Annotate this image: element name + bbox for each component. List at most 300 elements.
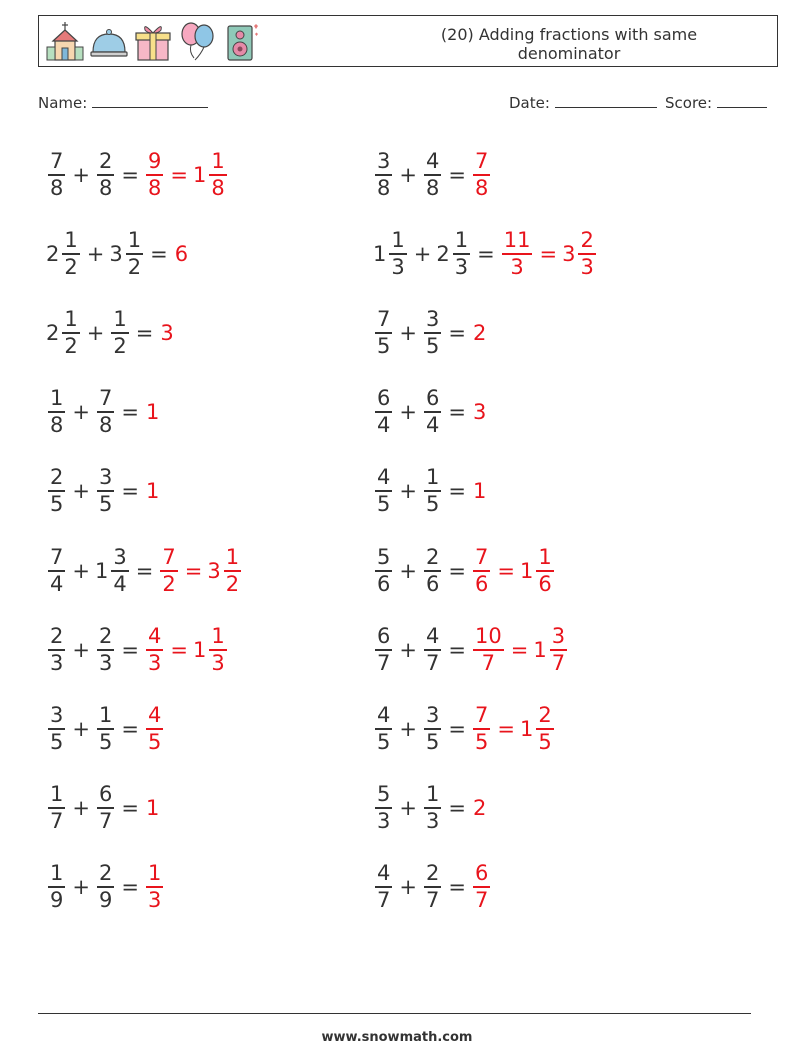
operand: [95, 467, 116, 515]
operand: [46, 309, 82, 357]
fraction: [473, 547, 490, 595]
plus-sign: +: [72, 399, 90, 424]
plus-sign: +: [399, 795, 417, 820]
operand: [422, 547, 443, 595]
plus-sign: +: [399, 478, 417, 503]
denominator: 3: [50, 650, 64, 675]
whole-number: 2: [472, 320, 487, 345]
denominator: 9: [50, 887, 64, 912]
denominator: 5: [377, 491, 391, 516]
fraction: [97, 863, 114, 911]
footer-url: www.snowmath.com: [321, 1030, 473, 1045]
operand: [46, 626, 67, 674]
denominator: 8: [98, 175, 113, 200]
problem-17: [46, 778, 161, 838]
operand: [422, 151, 443, 199]
denominator: 2: [127, 254, 142, 279]
answer-value: [158, 320, 175, 345]
answer-value: [193, 151, 229, 199]
denominator: 6: [474, 571, 489, 596]
answer-value: [471, 705, 492, 753]
score-label: Score:: [665, 94, 713, 112]
equals-sign: =: [135, 558, 154, 583]
denominator: 3: [391, 254, 405, 279]
numerator: 2: [425, 861, 440, 886]
fraction: [550, 626, 567, 674]
name-field[interactable]: [38, 93, 208, 112]
problem-15: [46, 699, 165, 759]
denominator: 7: [98, 808, 113, 833]
problem-9: [46, 461, 161, 521]
fraction: [473, 626, 504, 674]
whole-number: 1: [519, 558, 534, 583]
fraction: [146, 705, 163, 753]
denominator: 7: [551, 650, 566, 675]
whole-number: 1: [145, 795, 160, 820]
problem-8: [373, 382, 488, 442]
denominator: 7: [377, 650, 391, 675]
numerator: 3: [425, 307, 440, 332]
denominator: 4: [113, 571, 127, 596]
whole-number: 1: [519, 716, 534, 741]
answer-value: [144, 863, 165, 911]
numerator: 1: [113, 307, 127, 332]
denominator: 2: [64, 333, 78, 358]
equals-sign: =: [121, 795, 139, 820]
problem-6: [373, 303, 488, 363]
fraction: [473, 705, 490, 753]
operand: [422, 626, 443, 674]
numerator: 10: [474, 624, 502, 649]
fraction: [375, 626, 392, 674]
plus-sign: +: [72, 874, 90, 899]
title-line-1: (20) Adding fractions with same: [440, 25, 698, 44]
church-icon: [45, 20, 85, 64]
operand: [46, 388, 67, 436]
answer-value: [173, 241, 190, 266]
date-field[interactable]: [509, 93, 657, 112]
numerator: 3: [377, 149, 391, 174]
whole-number: 1: [533, 637, 547, 662]
fraction: [375, 467, 392, 515]
title-line-2: denominator: [517, 44, 621, 63]
denominator: 6: [377, 571, 391, 596]
numerator: 2: [98, 149, 113, 174]
operand: [109, 230, 145, 278]
numerator: 2: [98, 624, 113, 649]
equals-sign: =: [510, 637, 529, 662]
whole-number: 2: [436, 241, 450, 266]
plus-sign: +: [72, 795, 90, 820]
fraction: [48, 784, 65, 832]
answer-value: [471, 863, 492, 911]
numerator: 4: [377, 465, 391, 490]
numerator: 2: [538, 703, 552, 728]
name-label: Name:: [38, 94, 88, 112]
answer-value: [193, 626, 229, 674]
fraction: [48, 151, 65, 199]
fraction: [375, 388, 392, 436]
fraction: [502, 230, 533, 278]
denominator: 5: [425, 491, 440, 516]
fraction: [146, 151, 163, 199]
operand: [422, 784, 443, 832]
denominator: 8: [377, 175, 391, 200]
plus-sign: +: [399, 637, 417, 662]
numerator: 9: [147, 149, 162, 174]
numerator: 2: [98, 861, 113, 886]
plus-sign: +: [72, 637, 90, 662]
denominator: 8: [98, 412, 113, 437]
operand: [373, 151, 394, 199]
denominator: 3: [211, 650, 225, 675]
denominator: 7: [425, 650, 440, 675]
gift-box-icon: [133, 20, 173, 64]
fraction: [48, 547, 65, 595]
fraction: [48, 626, 65, 674]
operand: [373, 784, 394, 832]
whole-number: 3: [207, 558, 221, 583]
worksheet-title: [359, 25, 779, 63]
operand: [46, 467, 67, 515]
numerator: 7: [474, 545, 489, 570]
numerator: 3: [551, 624, 566, 649]
numerator: 1: [391, 228, 405, 253]
operand: [373, 705, 394, 753]
operand: [422, 467, 443, 515]
fraction: [48, 863, 65, 911]
whole-number: 3: [160, 320, 174, 345]
fraction: [111, 309, 128, 357]
denominator: 8: [50, 412, 64, 437]
numerator: 7: [50, 545, 64, 570]
fraction: [160, 547, 177, 595]
numerator: 7: [98, 386, 113, 411]
numerator: 2: [425, 545, 440, 570]
answer-value: [144, 478, 161, 503]
fraction: [375, 863, 392, 911]
fraction: [97, 784, 114, 832]
equals-sign: =: [184, 558, 203, 583]
operand: [109, 309, 130, 357]
fraction: [375, 547, 392, 595]
numerator: 1: [64, 228, 78, 253]
fraction: [111, 547, 128, 595]
plus-sign: +: [72, 162, 90, 187]
balloons-icon: [177, 20, 217, 64]
numerator: 1: [454, 228, 469, 253]
answer-value: [144, 399, 161, 424]
fraction: [209, 151, 226, 199]
operand: [46, 705, 67, 753]
denominator: 5: [98, 491, 113, 516]
numerator: 3: [50, 703, 64, 728]
plus-sign: +: [399, 716, 417, 741]
plus-sign: +: [86, 241, 105, 266]
answer-value: [471, 151, 492, 199]
numerator: 1: [538, 545, 552, 570]
equals-sign: =: [448, 162, 466, 187]
equals-sign: =: [121, 637, 139, 662]
operand: [46, 230, 82, 278]
denominator: 6: [538, 571, 552, 596]
problem-10: [373, 461, 488, 521]
operand: [373, 467, 394, 515]
answer-value: [500, 230, 535, 278]
speaker-icon: [221, 20, 261, 64]
whole-number: 1: [373, 241, 387, 266]
numerator: 2: [50, 465, 64, 490]
numerator: 1: [50, 782, 64, 807]
fraction: [536, 705, 553, 753]
numerator: 4: [377, 861, 391, 886]
whole-number: 3: [472, 399, 487, 424]
denominator: 5: [98, 729, 113, 754]
operand: [422, 705, 443, 753]
plus-sign: +: [399, 320, 417, 345]
equals-sign: =: [448, 637, 466, 662]
numerator: 1: [425, 465, 440, 490]
numerator: 6: [474, 861, 489, 886]
operand: [373, 547, 394, 595]
operand: [422, 863, 443, 911]
problem-11: [46, 541, 243, 601]
answer-value: [144, 626, 165, 674]
numerator: 4: [425, 624, 440, 649]
fraction: [97, 626, 114, 674]
denominator: 8: [147, 175, 162, 200]
numerator: 7: [162, 545, 176, 570]
plus-sign: +: [72, 716, 90, 741]
operand: [422, 388, 443, 436]
whole-number: 1: [94, 558, 109, 583]
numerator: 4: [147, 703, 162, 728]
operand: [373, 626, 394, 674]
operand: [46, 784, 67, 832]
operand: [95, 626, 116, 674]
denominator: 5: [377, 333, 391, 358]
fraction: [375, 705, 392, 753]
equals-sign: =: [170, 637, 188, 662]
answer-value: [471, 478, 488, 503]
fraction: [97, 705, 114, 753]
answer-value: [471, 795, 488, 820]
denominator: 5: [50, 729, 64, 754]
food-cloche-icon: [89, 20, 129, 64]
denominator: 2: [113, 333, 127, 358]
numerator: 6: [98, 782, 113, 807]
answer-value: [520, 705, 556, 753]
answer-value: [158, 547, 179, 595]
fraction: [62, 230, 79, 278]
numerator: 1: [147, 861, 162, 886]
operand: [373, 863, 394, 911]
equals-sign: =: [448, 558, 466, 583]
denominator: 7: [50, 808, 64, 833]
fraction: [424, 467, 441, 515]
name-line[interactable]: [92, 93, 208, 108]
numerator: 2: [50, 624, 64, 649]
denominator: 3: [580, 254, 594, 279]
denominator: 3: [377, 808, 391, 833]
denominator: 7: [474, 887, 489, 912]
problem-7: [46, 382, 161, 442]
numerator: 7: [474, 703, 489, 728]
footer-divider: [38, 1013, 751, 1014]
plus-sign: +: [72, 558, 90, 583]
denominator: 3: [98, 650, 113, 675]
operand: [95, 784, 116, 832]
plus-sign: +: [399, 558, 417, 583]
date-line[interactable]: [555, 93, 657, 108]
denominator: 3: [147, 887, 162, 912]
whole-number: 2: [46, 241, 60, 266]
numerator: 4: [147, 624, 162, 649]
denominator: 8: [425, 175, 440, 200]
fraction: [578, 230, 595, 278]
problem-3: [46, 224, 190, 284]
denominator: 3: [147, 650, 162, 675]
numerator: 1: [127, 228, 142, 253]
equals-sign: =: [448, 478, 466, 503]
numerator: 1: [211, 624, 225, 649]
denominator: 5: [50, 491, 64, 516]
equals-sign: =: [121, 162, 139, 187]
whole-number: 3: [562, 241, 576, 266]
denominator: 8: [211, 175, 225, 200]
whole-number: 1: [472, 478, 487, 503]
whole-number: 1: [192, 637, 207, 662]
fraction: [473, 151, 490, 199]
numerator: 3: [425, 703, 440, 728]
problem-2: [373, 145, 492, 205]
fraction: [48, 388, 65, 436]
fraction: [424, 151, 441, 199]
equals-sign: =: [448, 716, 466, 741]
numerator: 1: [211, 149, 225, 174]
whole-number: 6: [174, 241, 189, 266]
problem-16: [373, 699, 556, 759]
worksheet-header: [38, 15, 778, 67]
denominator: 8: [474, 175, 489, 200]
equals-sign: =: [135, 320, 154, 345]
numerator: 5: [377, 545, 391, 570]
whole-number: 3: [109, 241, 123, 266]
whole-number: 2: [46, 320, 60, 345]
answer-value: [471, 320, 488, 345]
fraction: [424, 309, 441, 357]
fraction: [424, 863, 441, 911]
date-label: Date:: [509, 94, 550, 112]
denominator: 5: [377, 729, 391, 754]
numerator: 7: [50, 149, 64, 174]
fraction: [424, 705, 441, 753]
denominator: 7: [377, 887, 391, 912]
denominator: 5: [425, 729, 440, 754]
equals-sign: =: [448, 320, 466, 345]
operand: [46, 547, 67, 595]
problem-19: [46, 857, 165, 917]
score-line[interactable]: [717, 93, 767, 108]
answer-value: [533, 626, 569, 674]
fraction: [97, 151, 114, 199]
numerator: 2: [580, 228, 594, 253]
score-field[interactable]: [665, 93, 767, 112]
equals-sign: =: [121, 478, 139, 503]
fraction: [424, 547, 441, 595]
fraction: [424, 784, 441, 832]
equals-sign: =: [448, 399, 466, 424]
numerator: 3: [98, 465, 113, 490]
numerator: 4: [425, 149, 440, 174]
answer-value: [144, 705, 165, 753]
denominator: 5: [147, 729, 162, 754]
denominator: 9: [98, 887, 113, 912]
numerator: 11: [503, 228, 531, 253]
equals-sign: =: [150, 241, 168, 266]
operand: [373, 388, 394, 436]
problem-20: [373, 857, 492, 917]
fraction: [375, 309, 392, 357]
problem-5: [46, 303, 176, 363]
equals-sign: =: [497, 558, 515, 583]
plus-sign: +: [86, 320, 105, 345]
whole-number: 1: [145, 399, 160, 424]
denominator: 2: [162, 571, 176, 596]
whole-number: 1: [145, 478, 160, 503]
denominator: 6: [425, 571, 440, 596]
problem-14: [373, 620, 569, 680]
plus-sign: +: [413, 241, 432, 266]
equals-sign: =: [121, 399, 139, 424]
numerator: 6: [377, 624, 391, 649]
fraction: [146, 626, 163, 674]
fraction: [473, 863, 490, 911]
equals-sign: =: [539, 241, 558, 266]
fraction: [209, 626, 226, 674]
denominator: 3: [425, 808, 440, 833]
operand: [95, 388, 116, 436]
numerator: 3: [113, 545, 127, 570]
numerator: 4: [377, 703, 391, 728]
plus-sign: +: [72, 478, 90, 503]
numerator: 6: [425, 386, 440, 411]
numerator: 1: [64, 307, 78, 332]
operand: [422, 309, 443, 357]
problem-12: [373, 541, 556, 601]
fraction: [424, 626, 441, 674]
numerator: 1: [50, 386, 64, 411]
fraction: [536, 547, 553, 595]
numerator: 1: [425, 782, 440, 807]
plus-sign: +: [399, 162, 417, 187]
fraction: [453, 230, 470, 278]
answer-value: [144, 151, 165, 199]
equals-sign: =: [477, 241, 495, 266]
problem-1: [46, 145, 229, 205]
denominator: 3: [454, 254, 469, 279]
fraction: [146, 863, 163, 911]
answer-value: [144, 795, 161, 820]
denominator: 7: [425, 887, 440, 912]
answer-value: [471, 399, 488, 424]
denominator: 4: [50, 571, 64, 596]
equals-sign: =: [170, 162, 188, 187]
numerator: 7: [474, 149, 489, 174]
denominator: 2: [225, 571, 240, 596]
fraction: [424, 388, 441, 436]
numerator: 1: [50, 861, 64, 886]
